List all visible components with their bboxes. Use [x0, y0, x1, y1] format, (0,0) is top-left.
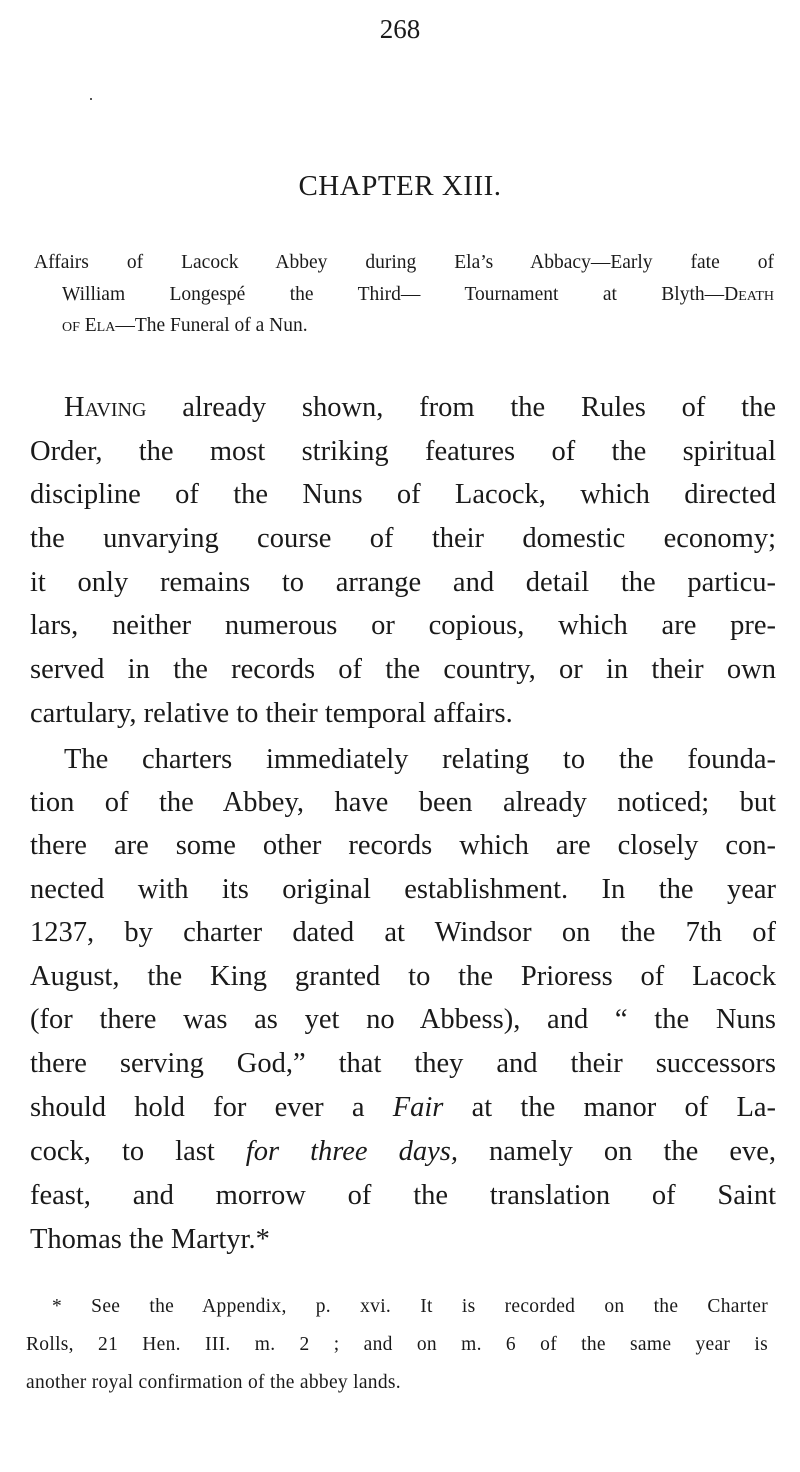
text-line [30, 959, 776, 995]
text-segment: Death [724, 284, 774, 305]
text-segment: Rolls, 21 Hen. III. m. 2 ; and on m. 6 of the same year is [26, 1334, 768, 1355]
text-segment: there are some other records which are closely con- [30, 830, 776, 861]
text-line [30, 434, 776, 470]
text-line [30, 1222, 776, 1258]
text-line [30, 872, 776, 908]
chapter-title: CHAPTER XIII. [298, 170, 502, 202]
text-line [30, 1002, 776, 1038]
text-segment: served in the records of the country, or in their own [30, 654, 776, 685]
text-line [62, 313, 774, 339]
text-segment: feast, and morrow of the translation of Saint [30, 1180, 776, 1211]
text-segment: should hold for ever a [30, 1092, 393, 1123]
text-segment: already shown, from the Rules of the [146, 392, 776, 423]
text-segment: another royal confirmation of the abbey lands. [26, 1372, 401, 1393]
text-segment: —The Funeral of a Nun. [115, 315, 308, 336]
text-line [30, 565, 776, 601]
text-line [30, 785, 776, 821]
text-segment: Thomas the Martyr.* [30, 1224, 270, 1255]
text-segment: * See the Appendix, p. xvi. It is recorded on the Charter [52, 1296, 768, 1317]
text-line [30, 828, 776, 864]
text-segment: 1237, by charter dated at Windsor on the 7th of [30, 917, 776, 948]
print-speck [90, 98, 92, 100]
text-segment: cartulary, relative to their temporal affairs. [30, 698, 513, 729]
text-line [62, 282, 774, 308]
text-line [34, 250, 774, 276]
text-segment: for three days, [245, 1136, 458, 1167]
text-line [26, 1332, 768, 1358]
text-line [30, 696, 776, 732]
text-segment: lars, neither numerous or copious, which are pre- [30, 610, 776, 641]
text-segment: discipline of the Nuns of Lacock, which directed [30, 479, 776, 510]
text-segment: at the manor of La- [443, 1092, 776, 1123]
text-segment: it only remains to arrange and detail the particu- [30, 567, 776, 598]
text-segment: nected with its original establishment. In the year [30, 874, 776, 905]
text-segment: Order, the most striking features of the spiritual [30, 436, 776, 467]
text-line [64, 742, 776, 778]
text-line [30, 477, 776, 513]
text-line [30, 1046, 776, 1082]
text-segment: Affairs of Lacock Abbey during Ela’s Abbacy—Early fate of [34, 252, 774, 273]
text-line [30, 1134, 776, 1170]
text-segment: namely on the eve, [457, 1136, 776, 1167]
text-line [30, 1178, 776, 1214]
text-line [30, 608, 776, 644]
text-segment: The charters immediately relating to the founda- [64, 744, 776, 775]
text-line [30, 521, 776, 557]
text-segment: tion of the Abbey, have been already noticed; but [30, 787, 776, 818]
text-segment: of Ela [62, 315, 116, 336]
text-line [26, 1370, 768, 1396]
text-segment: Fair [392, 1092, 444, 1123]
page-number: 268 [379, 14, 421, 44]
text-line [30, 915, 776, 951]
text-line [30, 1090, 776, 1126]
text-segment: August, the King granted to the Prioress of Lacock [30, 961, 776, 992]
text-line [64, 390, 776, 426]
text-segment: the unvarying course of their domestic economy; [30, 523, 776, 554]
text-segment: Having [64, 392, 147, 423]
text-segment: William Longespé the Third— Tournament at Blyth— [62, 284, 725, 305]
text-segment: there serving God,” that they and their successors [30, 1048, 776, 1079]
text-line [52, 1294, 768, 1320]
text-segment: (for there was as yet no Abbess), and “ the Nuns [30, 1004, 776, 1035]
text-line [30, 652, 776, 688]
text-segment: cock, to last [30, 1136, 246, 1167]
